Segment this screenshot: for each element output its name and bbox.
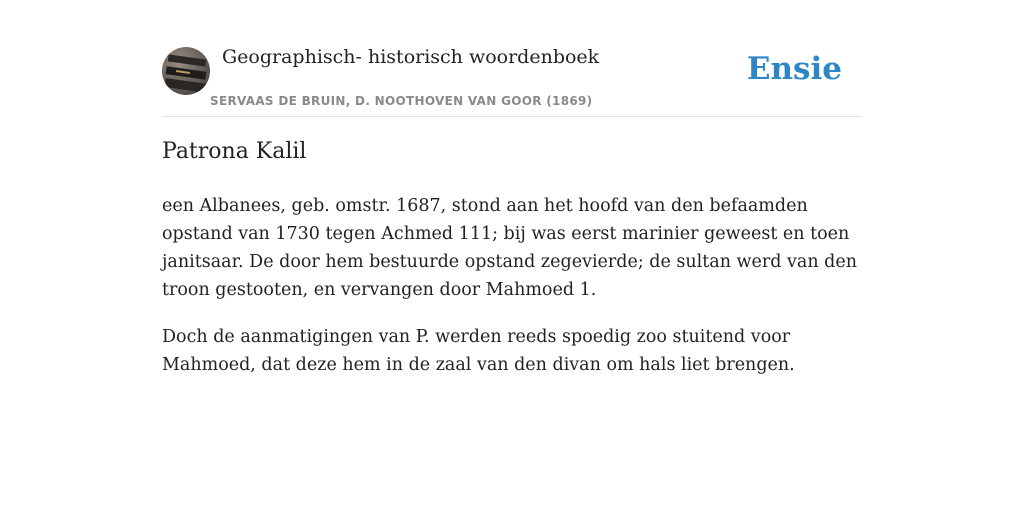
book-title[interactable]: Geographisch- historisch woordenboek [222,46,600,68]
book-header [162,40,862,117]
book-authors: SERVAAS DE BRUIN, D. NOOTHOVEN VAN GOOR (1869) [210,94,593,108]
entry-paragraph: een Albanees, geb. omstr. 1687, stond aan het hoofd van den befaamden opstand van 1730 tegen Achmed 111; bij was eerst marinier geweest en toen janitsaar. De door hem bestuurde opstand zegevierde; de sultan werd van den troon gestooten, en vervangen door Mahmoed 1. [162,196,858,300]
book-cover-image[interactable] [162,47,210,95]
ensie-logo[interactable]: Ensie [746,51,842,87]
entry-title: Patrona Kalil [162,139,307,164]
entry-body [162,192,862,398]
entry-paragraph: Doch de aanmatigingen van P. werden reeds spoedig zoo stuitend voor Mahmoed, dat deze hem in de zaal van den divan om hals liet brengen. [162,327,795,375]
